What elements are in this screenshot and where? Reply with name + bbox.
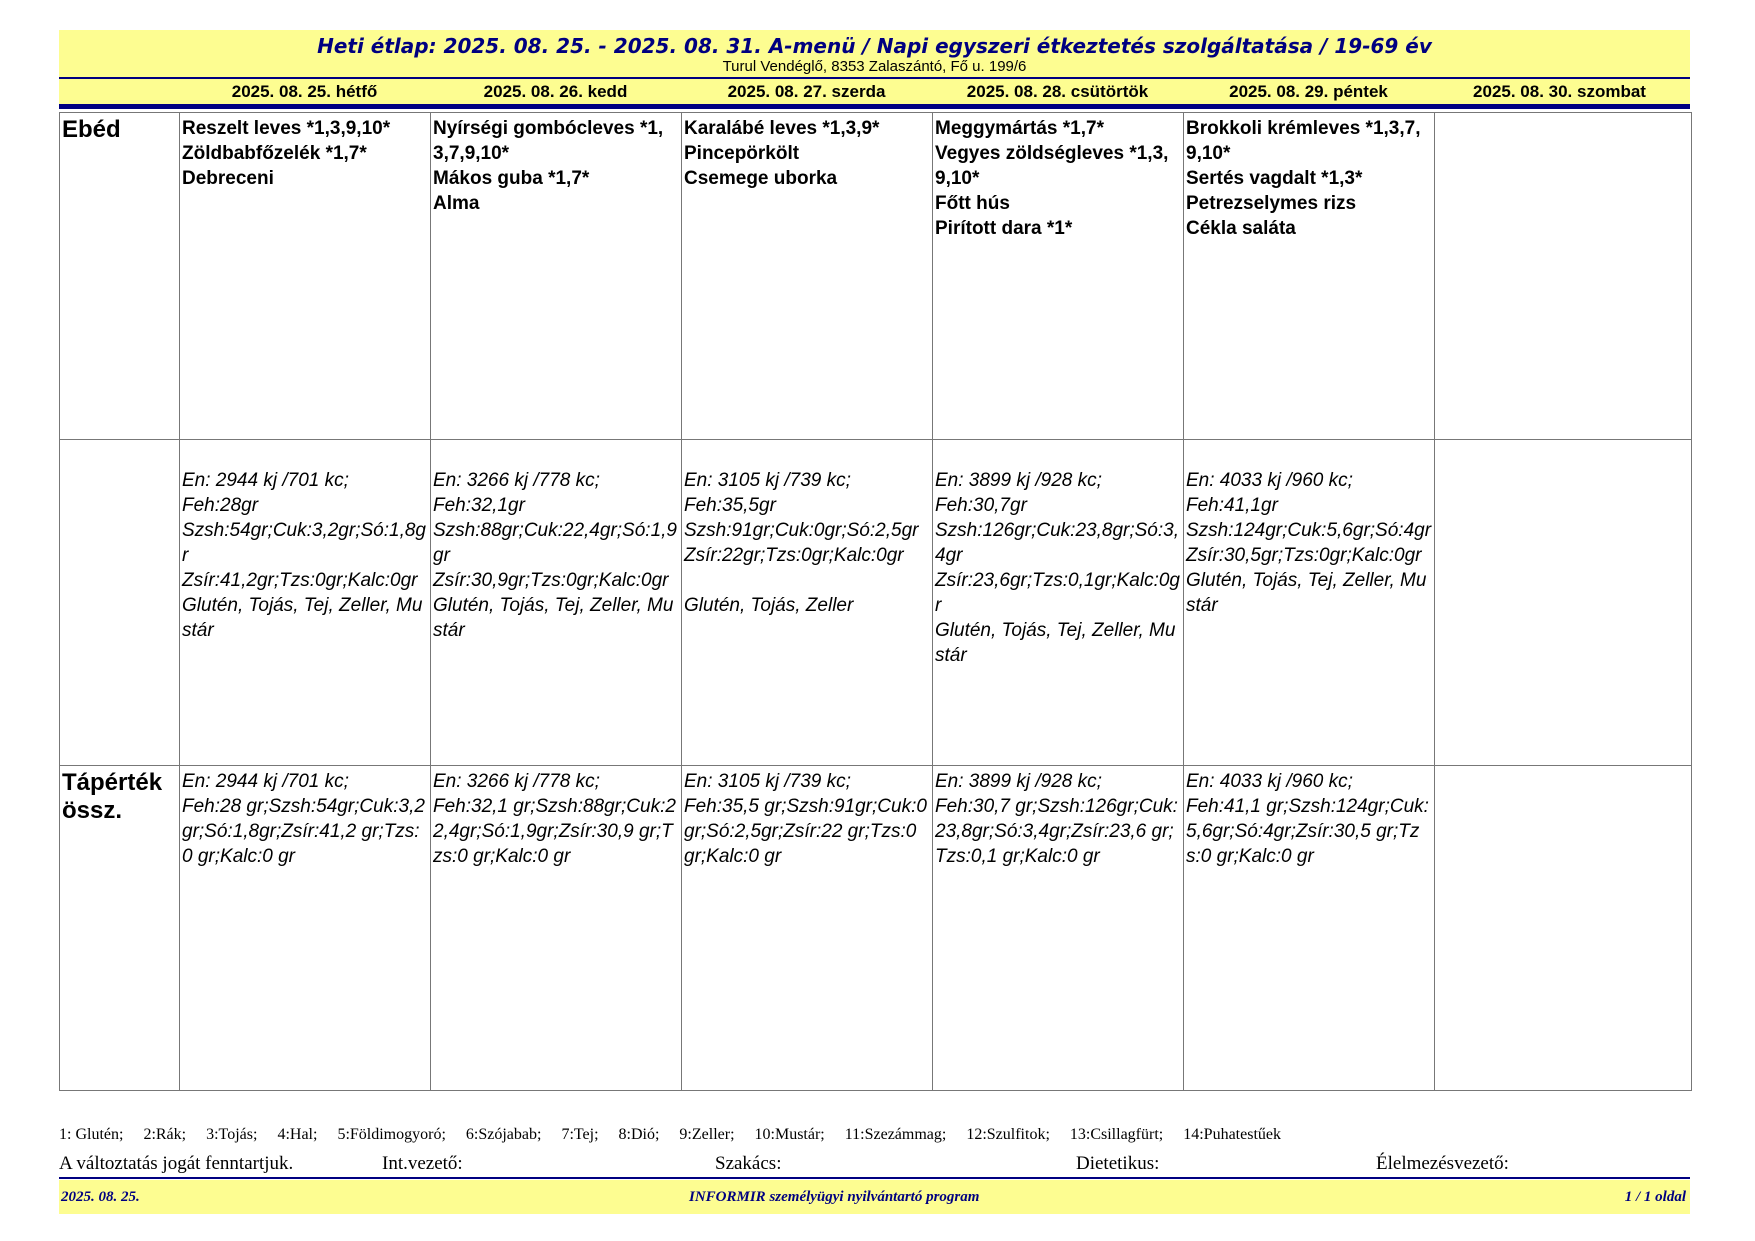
lunch-cell [933, 113, 1184, 440]
allergen-list: Glutén, Tojás, Tej, Zeller, Mustár [433, 595, 674, 641]
total-cell: En: 3266 kj /778 kc; Feh:32,1 gr;Szsh:88gr;Cuk:22,4gr;Só:1,9gr;Zsír:30,9 gr;Tzs:0 gr;Kalc:0 gr [431, 766, 682, 1091]
total-cell: En: 2944 kj /701 kc; Feh:28 gr;Szsh:54gr;Cuk:3,2gr;Só:1,8gr;Zsír:41,2 gr;Tzs:0 gr;Kalc:0 gr [180, 766, 431, 1091]
total-cell: En: 4033 kj /960 kc; Feh:41,1 gr;Szsh:124gr;Cuk:5,6gr;Só:4gr;Zsír:30,5 gr;Tzs:0 gr;Kalc:0 gr [1184, 766, 1435, 1091]
footer-date: 2025. 08. 25. [61, 1189, 140, 1205]
day-header: 2025. 08. 28. csütörtök [966, 82, 1149, 101]
total-cell-empty [1435, 766, 1692, 1091]
lunch-cell [431, 113, 682, 440]
allergen-list: Glutén, Tojás, Tej, Zeller, Mustár [182, 595, 423, 641]
nutrition-cell: En: 3105 kj /739 kc; Feh:35,5gr Szsh:91gr;Cuk:0gr;Só:2,5gr Zsír:22gr;Tzs:0gr;Kalc:0gr Glutén, Tojás, Zeller [682, 440, 933, 766]
signature-line [59, 1153, 1690, 1179]
day-header: 2025. 08. 25. hétfő [231, 82, 378, 101]
allergen-list: Glutén, Tojás, Tej, Zeller, Mustár [1186, 570, 1427, 616]
nutrition-cell: En: 4033 kj /960 kc; Feh:41,1gr Szsh:124gr;Cuk:5,6gr;Só:4gr Zsír:30,5gr;Tzs:0gr;Kalc:0gr Glutén, Tojás, Tej, Zeller, Mustár [1184, 440, 1435, 766]
total-cell: En: 3899 kj /928 kc; Feh:30,7 gr;Szsh:126gr;Cuk:23,8gr;Só:3,4gr;Zsír:23,6 gr;Tzs:0,1 gr;Kalc:0 gr [933, 766, 1184, 1091]
nutrition-row [60, 440, 1692, 766]
lunch-cell [682, 113, 933, 440]
lunch-cell [1184, 113, 1435, 440]
total-cell: En: 3105 kj /739 kc; Feh:35,5 gr;Szsh:91gr;Cuk:0gr;Só:2,5gr;Zsír:22 gr;Tzs:0 gr;Kalc:0 gr [682, 766, 933, 1091]
nutrition-cell-empty [1435, 440, 1692, 766]
dish: Mákos guba *1,7* [433, 168, 590, 189]
lunch-cell-empty [1435, 113, 1692, 440]
menu-page [59, 30, 1690, 1205]
menu-table [59, 112, 1692, 1091]
day-header: 2025. 08. 30. szombat [1473, 82, 1646, 101]
dish: Meggymártás *1,7* [935, 118, 1104, 139]
allergen-list: Glutén, Tojás, Zeller [684, 595, 854, 616]
nutrition-cell: En: 3266 kj /778 kc; Feh:32,1gr Szsh:88gr;Cuk:22,4gr;Só:1,9gr Zsír:30,9gr;Tzs:0gr;Kalc:0gr Glutén, Tojás, Tej, Zeller, Mustár [431, 440, 682, 766]
day-header: 2025. 08. 29. péntek [1229, 82, 1388, 101]
dish: Debreceni [182, 168, 274, 189]
dish: Karalábé leves *1,3,9* [684, 118, 880, 139]
total-row [60, 766, 1692, 1091]
row-label-total: Tápérték össz. [60, 766, 180, 1091]
dish: Cékla saláta [1186, 218, 1296, 239]
dish: Alma [433, 193, 480, 214]
footer-program: INFORMIR személyügyi nyilvántartó program [689, 1189, 980, 1205]
dish: Pincepörkölt [684, 143, 800, 164]
dish: Csemege uborka [684, 168, 838, 189]
day-header-row [59, 79, 1690, 109]
nutrition-cell: En: 2944 kj /701 kc; Feh:28gr Szsh:54gr;Cuk:3,2gr;Só:1,8gr Zsír:41,2gr;Tzs:0gr;Kalc:0gr Glutén, Tojás, Tej, Zeller, Mustár [180, 440, 431, 766]
page-title: Heti étlap: 2025. 08. 25. - 2025. 08. 31. A-menü / Napi egyszeri étkeztetés szolgáltatása / 19-69 év [317, 34, 1432, 58]
nutrition-cell: En: 3899 kj /928 kc; Feh:30,7gr Szsh:126gr;Cuk:23,8gr;Só:3,4gr Zsír:23,6gr;Tzs:0,1gr;Kalc:0gr Glutén, Tojás, Tej, Zeller, Mustár [933, 440, 1184, 766]
lunch-row [60, 113, 1692, 440]
disclaimer: A változtatás jogát fenntartjuk. [59, 1153, 294, 1174]
dish: Főtt hús [935, 193, 1010, 214]
dish: Brokkoli krémleves *1,3,7,9,10* [1186, 118, 1421, 164]
row-label-lunch: Ebéd [60, 113, 180, 440]
manager-signature-label: Int.vezető: [382, 1153, 463, 1174]
header-band [59, 30, 1690, 79]
dish: Nyírségi gombócleves *1,3,7,9,10* [433, 118, 664, 164]
dish: Zöldbabfőzelék *1,7* [182, 143, 367, 164]
lunch-cell [180, 113, 431, 440]
dish: Pirított dara *1* [935, 218, 1073, 239]
day-header: 2025. 08. 26. kedd [483, 82, 628, 101]
footer-page: 1 / 1 oldal [1624, 1189, 1686, 1205]
cook-signature-label: Szakács: [715, 1153, 782, 1174]
dietitian-signature-label: Dietetikus: [1076, 1153, 1160, 1174]
dish: Vegyes zöldségleves *1,3,9,10* [935, 143, 1169, 189]
allergen-list: Glutén, Tojás, Tej, Zeller, Mustár [935, 620, 1176, 666]
dish: Petrezselymes rizs [1186, 193, 1357, 214]
allergen-legend: 1: Glutén; 2:Rák; 3:Tojás; 4:Hal; 5:Földimogyoró; 6:Szójabab; 7:Tej; 8:Dió; 9:Zeller; 10:Mustár; 11:Szezámmag; 12:Szulfitok; 13:Csillagfürt; 14:Puhatestűek [59, 1126, 1281, 1143]
footer-band [59, 1180, 1690, 1214]
catering-signature-label: Élelmezésvezető: [1376, 1153, 1509, 1174]
dish: Sertés vagdalt *1,3* [1186, 168, 1363, 189]
day-header: 2025. 08. 27. szerda [727, 82, 886, 101]
dish: Reszelt leves *1,3,9,10* [182, 118, 391, 139]
page-subtitle: Turul Vendéglő, 8353 Zalaszántó, Fő u. 199/6 [59, 58, 1690, 79]
